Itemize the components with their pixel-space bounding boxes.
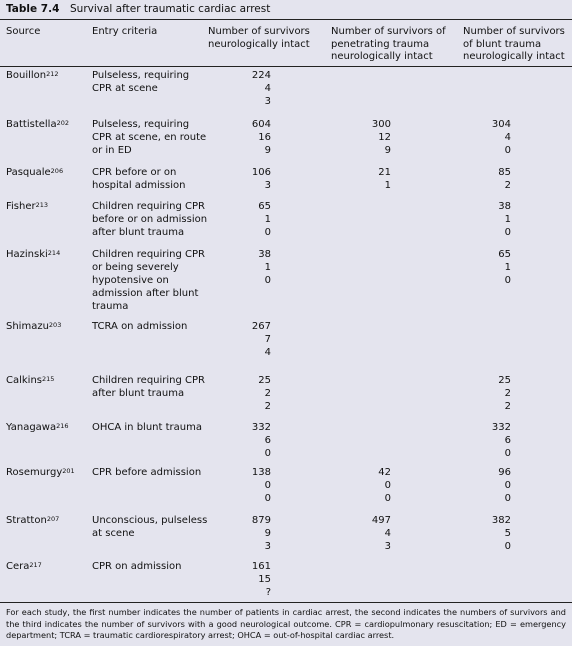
entry-criteria-line: after blunt trauma [92, 227, 185, 238]
source-cell [6, 466, 75, 479]
penetrating-value: 3 [384, 541, 391, 552]
blunt-value: 382 [491, 515, 511, 526]
blunt-value: 304 [491, 119, 511, 130]
survivors-total-value: 1 [264, 262, 271, 273]
reference-number: 213 [35, 201, 49, 209]
reference-number: 207 [46, 515, 60, 523]
survivors-total-value: 9 [264, 145, 271, 156]
table-number: Table 7.4 [6, 3, 60, 15]
entry-criteria-line: CPR before admission [92, 467, 202, 478]
entry-criteria-line: after blunt trauma [92, 388, 185, 399]
source-cell [6, 69, 59, 82]
source-cell [6, 200, 48, 213]
reference-number: 215 [42, 375, 55, 383]
header-line: penetrating trauma [331, 38, 430, 50]
blunt-value: 0 [504, 493, 511, 504]
blunt-value: 5 [504, 528, 511, 539]
header-penetrating-survivors [331, 26, 446, 64]
penetrating-value: 1 [384, 180, 391, 191]
survivors-total-value: 0 [264, 493, 271, 504]
blunt-value: 1 [504, 262, 511, 273]
survivors-total-value: 0 [264, 227, 271, 238]
source-name: Rosemurgy [6, 467, 63, 478]
penetrating-value: 0 [384, 493, 391, 504]
survivors-total-value: 4 [264, 347, 271, 358]
blunt-value: 0 [504, 448, 511, 459]
source-name: Bouillon [6, 70, 47, 81]
header-line: neurologically intact [463, 51, 565, 62]
reference-number: 202 [56, 119, 69, 127]
source-name: Shimazu [6, 321, 49, 332]
survivors-total-value: 7 [264, 334, 271, 345]
survivors-total-value: 4 [264, 83, 271, 94]
penetrating-value: 21 [378, 167, 391, 178]
penetrating-value: 4 [384, 528, 391, 539]
source-cell [6, 320, 61, 333]
source-cell [6, 560, 42, 573]
source-name: Stratton [6, 515, 47, 526]
source-name: Cera [6, 561, 30, 572]
table-footnote [0, 602, 572, 646]
entry-criteria-line: hypotensive on [92, 275, 169, 286]
header-line: Number of survivors [208, 26, 310, 37]
blunt-value: 2 [504, 180, 511, 191]
survivors-total-value: 2 [264, 388, 271, 399]
source-cell [6, 248, 60, 261]
blunt-value: 0 [504, 227, 511, 238]
reference-number: 206 [50, 167, 64, 175]
source-cell [6, 421, 69, 434]
blunt-value: 0 [504, 275, 511, 286]
reference-number: 216 [56, 422, 69, 430]
survivors-total-value: ? [265, 587, 271, 598]
header-entry-criteria: Entry criteria [92, 26, 158, 37]
header-source: Source [6, 26, 41, 37]
footnote-text: For each study, the first number indicates the number of patients in cardiac arrest, the second indicates the numbers of survivors and the third indicates the number of survivors with a good neurological outcome. CPR = cardiopulmonary resuscitation; ED = emergency department; TCRA = traumatic cardiorespiratory arrest; OHCA = out-of-hospital cardiac arrest. [6, 607, 566, 640]
source-cell [6, 118, 69, 131]
header-line: of blunt trauma [463, 38, 542, 50]
survivors-total-value: 138 [251, 467, 271, 478]
survivors-total-value: 604 [251, 119, 271, 130]
source-cell [6, 374, 54, 387]
blunt-value: 332 [491, 422, 511, 433]
header-line: Number of survivors [463, 26, 565, 37]
survivors-total-value: 0 [264, 480, 271, 491]
entry-criteria-line: Children requiring CPR [92, 201, 206, 212]
reference-number: 212 [46, 70, 59, 78]
blunt-value: 85 [498, 167, 511, 178]
entry-criteria-line: admission after blunt [92, 288, 199, 299]
penetrating-value: 12 [378, 132, 391, 143]
penetrating-value: 300 [371, 119, 391, 130]
entry-criteria-line: CPR at scene, en route [92, 132, 207, 143]
header-survivors-intact [208, 26, 310, 51]
table-header [0, 20, 572, 67]
survivors-total-value: 0 [264, 275, 271, 286]
table-title: Survival after traumatic cardiac arrest [70, 3, 271, 15]
survivors-total-value: 38 [258, 249, 271, 260]
blunt-value: 0 [504, 480, 511, 491]
blunt-value: 38 [498, 201, 511, 212]
entry-criteria-line: Children requiring CPR [92, 375, 206, 386]
blunt-value: 2 [504, 388, 511, 399]
survivors-total-value: 332 [251, 422, 271, 433]
survivors-total-value: 0 [264, 448, 271, 459]
survivors-total-value: 3 [264, 541, 271, 552]
penetrating-value: 9 [384, 145, 391, 156]
survivors-total-value: 16 [258, 132, 271, 143]
blunt-value: 6 [504, 435, 511, 446]
survivors-total-value: 224 [251, 70, 271, 81]
entry-criteria-line: hospital admission [92, 180, 186, 191]
blunt-value: 0 [504, 145, 511, 156]
survivors-total-value: 267 [251, 321, 271, 332]
penetrating-value: 42 [378, 467, 391, 478]
reference-number: 201 [62, 467, 75, 475]
blunt-value: 4 [504, 132, 511, 143]
survivors-total-value: 879 [251, 515, 271, 526]
survivors-total-value: 3 [264, 180, 271, 191]
source-name: Fisher [6, 201, 36, 212]
blunt-value: 96 [498, 467, 511, 478]
source-cell [6, 514, 59, 527]
penetrating-value: 497 [371, 515, 391, 526]
survivors-total-value: 3 [264, 96, 271, 107]
survivors-total-value: 2 [264, 401, 271, 412]
source-name: Hazinski [6, 249, 48, 260]
source-name: Yanagawa [6, 422, 57, 433]
blunt-value: 65 [498, 249, 511, 260]
entry-criteria-line: Unconscious, pulseless [92, 515, 208, 526]
blunt-value: 2 [504, 401, 511, 412]
entry-criteria-line: before or on admission [92, 214, 208, 225]
entry-criteria-line: Pulseless, requiring [92, 70, 190, 81]
entry-criteria-line: or being severely [92, 262, 179, 273]
entry-criteria-line: TCRA on admission [92, 321, 188, 332]
blunt-value: 25 [498, 375, 511, 386]
table-body [0, 67, 572, 601]
header-line: neurologically intact [331, 51, 433, 62]
blunt-value: 0 [504, 541, 511, 552]
reference-number: 203 [48, 321, 62, 329]
survivors-total-value: 161 [251, 561, 271, 572]
survivors-total-value: 25 [258, 375, 271, 386]
entry-criteria-line: Children requiring CPR [92, 249, 206, 260]
reference-number: 217 [29, 561, 42, 569]
survivors-total-value: 106 [251, 167, 271, 178]
blunt-value: 1 [504, 214, 511, 225]
header-blunt-survivors [463, 26, 565, 64]
source-name: Battistella [6, 119, 57, 130]
source-name: Calkins [6, 375, 43, 386]
entry-criteria-line: trauma [92, 301, 129, 312]
survivors-total-value: 9 [264, 528, 271, 539]
table-caption [0, 0, 572, 20]
penetrating-value: 0 [384, 480, 391, 491]
survivors-total-value: 15 [258, 574, 271, 585]
entry-criteria-line: Pulseless, requiring [92, 119, 190, 130]
survivors-total-value: 6 [264, 435, 271, 446]
survivors-total-value: 65 [258, 201, 271, 212]
entry-criteria-line: CPR before or on [92, 167, 177, 178]
reference-number: 214 [47, 249, 61, 257]
entry-criteria-line: or in ED [92, 145, 132, 156]
source-name: Pasquale [6, 167, 51, 178]
header-line: neurologically intact [208, 38, 310, 50]
header-line: Number of survivors of [331, 26, 446, 37]
entry-criteria-line: CPR at scene [92, 83, 158, 94]
entry-criteria-line: CPR on admission [92, 561, 182, 572]
entry-criteria-line: OHCA in blunt trauma [92, 422, 202, 433]
survivors-total-value: 1 [264, 214, 271, 225]
source-cell [6, 166, 63, 179]
entry-criteria-line: at scene [92, 528, 135, 539]
